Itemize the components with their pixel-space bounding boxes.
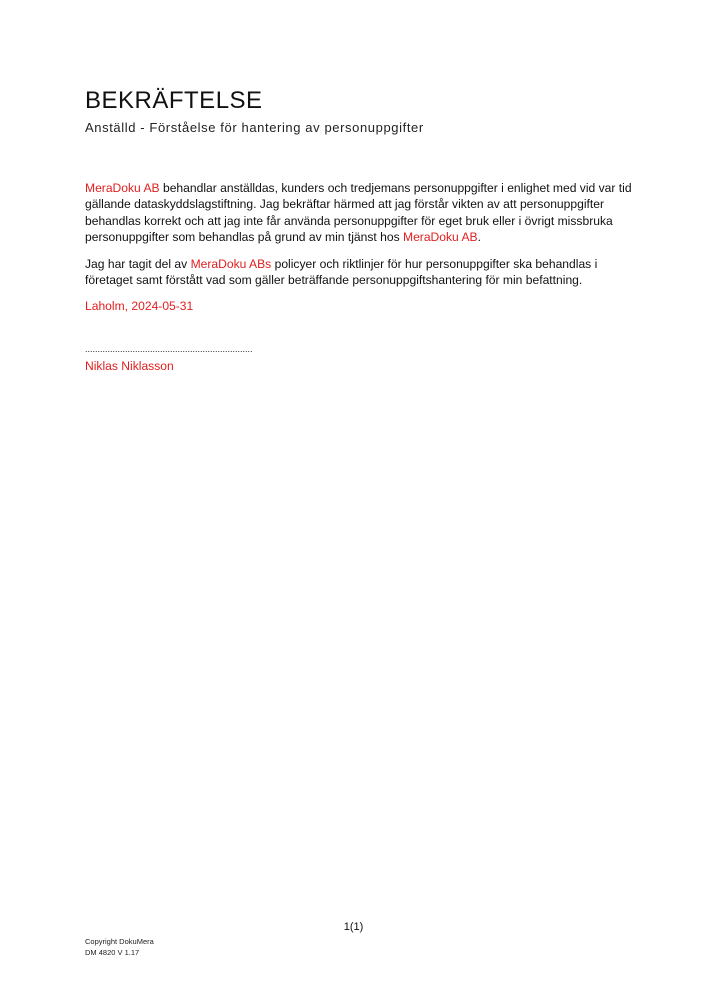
document-body	[85, 180, 645, 325]
company-name: MeraDoku AB	[85, 181, 160, 195]
paragraph-2-text-end: policyer och riktlinjer för hur personuppgifter ska behandlas i företaget samt förstått vad som gäller beträffande personuppgiftshantering för min befattning.	[85, 256, 598, 288]
copyright-text: Copyright DokuMera	[85, 937, 154, 946]
paragraph-2	[85, 256, 645, 289]
paragraph-1	[85, 180, 645, 246]
document-subtitle: Anställd - Förståelse för hantering av personuppgifter	[85, 120, 424, 135]
signature-line: ...................................................................	[85, 344, 253, 354]
paragraph-1-end: .	[477, 230, 481, 245]
place-and-date: Laholm, 2024-05-31	[85, 299, 194, 314]
paragraph-2-text-start: Jag har tagit del av	[85, 256, 191, 271]
company-name: MeraDoku ABs	[190, 256, 272, 271]
paragraph-1-text: behandlar anställdas, kunders och tredjemans personuppgifter i enlighet med vid var tid gällande dataskyddslagstiftning. Jag bekräftar härmed att jag förstår vikten av att personuppgifter behandlas korrekt och att jag inte får använda personuppgifter för eget bruk eller i övrigt missbruka personuppgifter som behandlas på grund av min tjänst hos	[85, 181, 632, 245]
footer	[85, 937, 154, 958]
document-id: DM 4820 V 1.17	[85, 947, 140, 957]
signer-name: Niklas Niklasson	[85, 359, 174, 373]
company-name: MeraDoku AB	[403, 230, 478, 245]
document-title: BEKRÄFTELSE	[85, 87, 263, 114]
page-number: 1(1)	[343, 921, 364, 933]
